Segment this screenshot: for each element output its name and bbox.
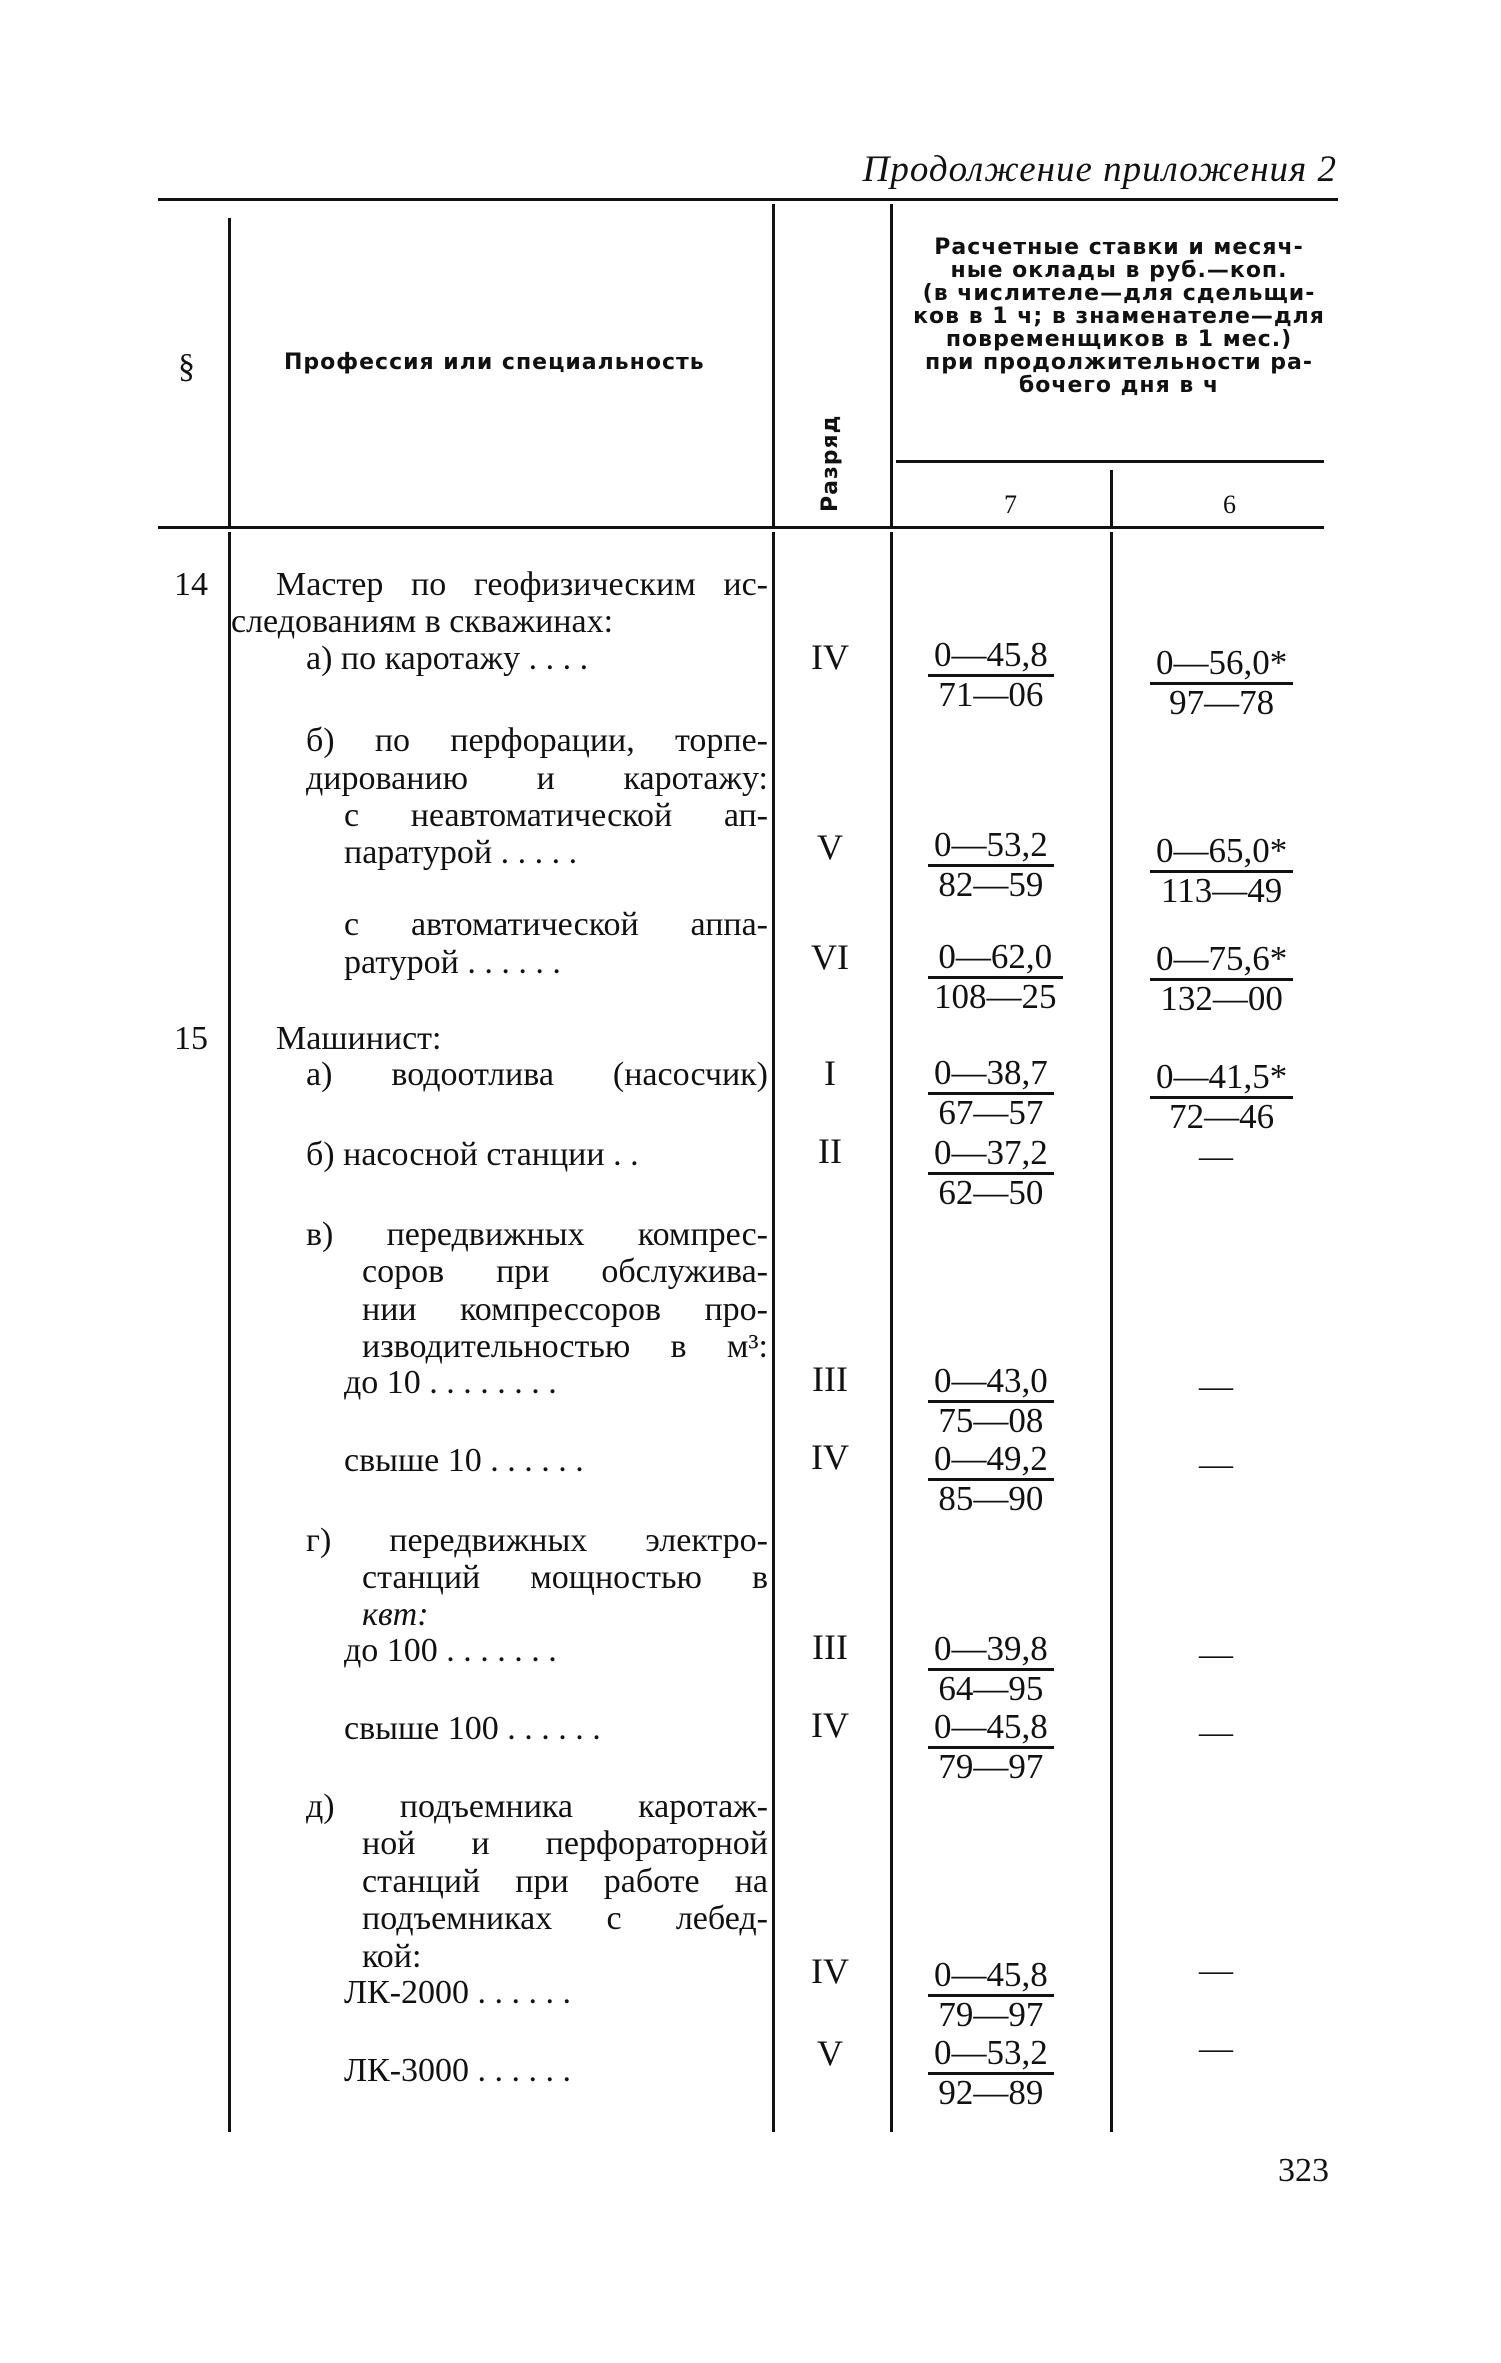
grade-cell: IV <box>811 1437 849 1477</box>
rate-denominator: 132—00 <box>1150 978 1293 1017</box>
section-title-line: следованиям в скважинах: <box>231 603 614 640</box>
rate-denominator: 79—97 <box>928 1994 1054 2033</box>
rate-7h <box>928 826 1054 903</box>
table-row-label <box>306 1216 768 1254</box>
header-rates-line: ные оклады в руб.—коп. <box>950 258 1288 283</box>
grade-cell: II <box>818 1131 842 1171</box>
rate-numerator: 0—62,0 <box>938 937 1053 976</box>
grade-cell: IV <box>811 637 849 677</box>
section-title <box>231 603 768 641</box>
section-title-line: Машинист: <box>276 1020 442 1057</box>
rate-6h-dash: — <box>1199 1714 1233 1751</box>
row-label-line: квт: <box>362 1596 429 1633</box>
row-label-line: до 10 . . . . . . . . <box>344 1364 557 1401</box>
table-row-label <box>344 906 768 981</box>
header-rates-line: повременщиков в 1 мес.) <box>945 327 1293 352</box>
header-rates <box>900 236 1338 397</box>
row-label-line: паратурой . . . . . <box>344 834 578 871</box>
header-rates-line: Расчетные ставки и месяч- <box>934 235 1304 260</box>
rate-7h <box>928 636 1054 713</box>
column-divider-section-body <box>228 532 231 2132</box>
row-label-line: с автоматической аппа- <box>344 906 768 943</box>
header-section-sign: § <box>178 348 195 385</box>
column-divider-section <box>228 218 231 526</box>
table-row-label <box>306 1522 768 1560</box>
row-label-line: г) передвижных электро- <box>306 1522 768 1559</box>
table-row-label <box>306 722 768 797</box>
rate-denominator: 62—50 <box>928 1172 1054 1211</box>
table-row-label <box>344 1710 768 1748</box>
rate-denominator: 82—59 <box>928 864 1054 903</box>
row-label-line: в) передвижных компрес- <box>306 1216 768 1253</box>
column-divider-grade <box>890 204 893 526</box>
row-label-line: станций мощностью в <box>362 1559 768 1596</box>
rate-numerator: 0—43,0 <box>934 1361 1048 1400</box>
rate-numerator: 0—45,8 <box>934 1707 1048 1746</box>
rate-denominator: 79—97 <box>928 1746 1054 1785</box>
rate-7h <box>928 2034 1054 2111</box>
rate-7h <box>928 1708 1054 1785</box>
table-row-label <box>306 1056 768 1094</box>
rate-6h-dash: — <box>1199 2030 1233 2067</box>
rate-denominator: 64—95 <box>928 1668 1054 1707</box>
header-hours-7: 7 <box>1004 490 1017 519</box>
grade-cell: VI <box>811 937 849 977</box>
header-grade: Разряд <box>818 414 843 512</box>
running-head: Продолжение приложения 2 <box>862 149 1337 190</box>
header-bottom-rule <box>158 526 1324 529</box>
column-divider-hours <box>1110 470 1113 526</box>
rate-numerator: 0—45,8 <box>934 635 1048 674</box>
row-label-line: соров при обслужива- <box>362 1253 768 1290</box>
grade-cell: I <box>824 1053 836 1093</box>
table-row-label <box>344 1632 768 1670</box>
rate-numerator: 0—45,8 <box>934 1955 1048 1994</box>
rate-numerator: 0—37,2 <box>934 1133 1048 1172</box>
rate-denominator: 85—90 <box>928 1478 1054 1517</box>
rate-denominator: 72—46 <box>1150 1096 1293 1135</box>
rate-6h <box>1150 1058 1293 1135</box>
row-label-line: а) по каротажу . . . . <box>306 640 589 677</box>
section-number: 14 <box>174 566 208 603</box>
row-label-line: д) подъемника каротаж- <box>306 1788 768 1825</box>
row-label-line: подъемниках с лебед- <box>362 1900 768 1937</box>
row-label-line: станций при работе на <box>362 1862 768 1900</box>
column-divider-profession-body <box>772 532 775 2132</box>
table-row-label <box>362 1596 768 1634</box>
rate-numerator: 0—38,7 <box>934 1053 1048 1092</box>
table-row-label <box>362 1938 768 1976</box>
rate-7h <box>928 1440 1054 1517</box>
column-divider-hours-body <box>1110 532 1113 2132</box>
rate-6h-dash: — <box>1199 1368 1233 1405</box>
rate-6h-dash: — <box>1199 1636 1233 1673</box>
header-rates-line: ков в 1 ч; в знаменателе—для <box>913 304 1325 329</box>
section-title <box>276 566 768 604</box>
table-row-label <box>306 1136 768 1174</box>
rate-7h <box>928 1134 1054 1211</box>
section-number: 15 <box>174 1020 208 1057</box>
rate-numerator: 0—56,0* <box>1156 643 1288 682</box>
rate-numerator: 0—53,2 <box>934 825 1048 864</box>
rate-denominator: 97—78 <box>1150 682 1293 721</box>
rate-7h <box>928 1054 1054 1131</box>
table-row-label <box>306 640 768 678</box>
row-label-line: ратурой . . . . . . <box>344 943 561 981</box>
header-profession: Профессия или специальность <box>284 350 705 375</box>
row-label-line: дированию и каротажу: <box>306 759 768 797</box>
rate-denominator: 113—49 <box>1150 870 1293 909</box>
rate-denominator: 67—57 <box>928 1092 1054 1131</box>
row-label-line: кой: <box>362 1938 422 1975</box>
rate-numerator: 0—75,6* <box>1156 939 1288 978</box>
row-label-line: с неавтоматической ап- <box>344 797 768 834</box>
header-rates-line: при продолжительности ра- <box>925 350 1313 375</box>
row-label-line: изводительностью в м³: <box>362 1328 768 1365</box>
row-label-line: свыше 10 . . . . . . <box>344 1442 584 1479</box>
grade-cell: III <box>812 1359 848 1399</box>
grade-cell: IV <box>811 1951 849 1991</box>
section-title-line: Мастер по геофизическим ис- <box>276 566 768 603</box>
row-label-line: ЛК-2000 . . . . . . <box>344 1974 572 2011</box>
rate-numerator: 0—65,0* <box>1156 831 1288 870</box>
column-divider-profession <box>772 204 775 526</box>
rate-numerator: 0—53,2 <box>934 2033 1048 2072</box>
table-row-label <box>344 1442 768 1480</box>
table-row-label <box>344 797 768 835</box>
rates-subheader-rule <box>896 460 1324 463</box>
column-divider-grade-body <box>890 532 893 2132</box>
rate-6h <box>1150 940 1293 1017</box>
table-row-label <box>344 1364 768 1402</box>
table-top-rule <box>158 198 1338 201</box>
rate-numerator: 0—41,5* <box>1156 1057 1288 1096</box>
rate-6h <box>1150 832 1293 909</box>
table-row-label <box>362 1253 768 1366</box>
row-label-line: а) водоотлива (насосчик) <box>306 1056 768 1093</box>
section-title <box>276 1020 768 1058</box>
rate-6h-dash: — <box>1199 1446 1233 1483</box>
table-row-label <box>306 1788 768 1826</box>
row-label-line: свыше 100 . . . . . . <box>344 1710 601 1747</box>
page-number: 323 <box>1278 2152 1329 2189</box>
row-label-line: б) насосной станции . . <box>306 1136 639 1173</box>
row-label-line: нии компрессоров про- <box>362 1290 768 1328</box>
rate-6h-dash: — <box>1199 1952 1233 1989</box>
grade-cell: III <box>812 1627 848 1667</box>
table-row-label <box>362 1825 768 1938</box>
rate-numerator: 0—49,2 <box>934 1439 1048 1478</box>
row-label-line: ЛК-3000 . . . . . . <box>344 2052 572 2089</box>
rate-7h <box>928 1630 1054 1707</box>
rate-7h <box>928 1956 1054 2033</box>
rate-6h-dash: — <box>1199 1138 1233 1175</box>
rate-denominator: 92—89 <box>928 2072 1054 2111</box>
rate-denominator: 71—06 <box>928 674 1054 713</box>
grade-cell: IV <box>811 1705 849 1745</box>
grade-cell: V <box>817 2033 843 2073</box>
rate-denominator: 108—25 <box>928 976 1063 1015</box>
table-row-label <box>362 1559 768 1597</box>
header-rates-line: (в числителе—для сдельщи- <box>922 281 1316 306</box>
row-label-line: б) по перфорации, торпе- <box>306 722 768 759</box>
header-rates-line: бочего дня в ч <box>1018 373 1220 398</box>
rate-numerator: 0—39,8 <box>934 1629 1048 1668</box>
table-row-label <box>344 2052 768 2090</box>
table-row-label <box>344 1974 768 2012</box>
row-label-line: ной и перфораторной <box>362 1825 768 1862</box>
table-row-label <box>344 834 768 872</box>
rate-7h <box>928 938 1063 1015</box>
row-label-line: до 100 . . . . . . . <box>344 1632 557 1669</box>
rate-7h <box>928 1362 1054 1439</box>
rate-denominator: 75—08 <box>928 1400 1054 1439</box>
rate-6h <box>1150 644 1293 721</box>
header-hours-6: 6 <box>1223 490 1236 519</box>
grade-cell: V <box>817 827 843 867</box>
